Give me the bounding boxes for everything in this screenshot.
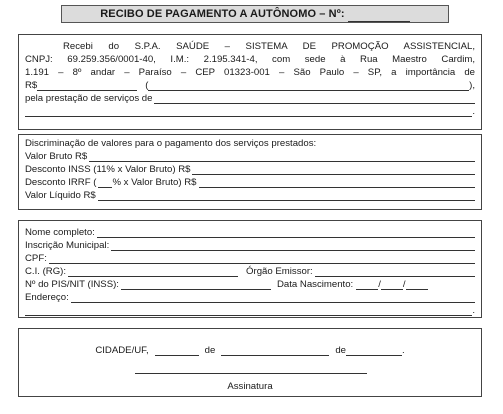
inss-discount-label: Desconto INSS (11% x Valor Bruto) R$ [25, 164, 191, 175]
pis-field[interactable] [121, 280, 271, 290]
net-value-label: Valor Líquido R$ [25, 190, 96, 201]
month-field[interactable] [221, 346, 329, 356]
full-name-row [25, 225, 475, 238]
amount-in-words-field[interactable] [148, 81, 469, 91]
net-value-field[interactable] [98, 191, 475, 201]
rg-row [25, 264, 475, 277]
address-field[interactable] [71, 293, 475, 303]
city-label: CIDADE/UF, [95, 345, 149, 356]
amount-field[interactable] [37, 81, 137, 91]
irrf-discount-row [25, 175, 475, 188]
signature-box [18, 328, 482, 397]
end-period: . [472, 106, 475, 117]
currency-label: R$ [25, 80, 38, 91]
pis-row [25, 277, 475, 290]
signature-line[interactable] [135, 373, 367, 374]
address-row-2 [25, 303, 475, 316]
issuer-field[interactable] [315, 267, 475, 277]
irrf-label-prefix: Desconto IRRF ( [25, 177, 97, 188]
irrf-percent-field[interactable] [98, 178, 112, 188]
municipal-reg-label: Inscrição Municipal: [25, 240, 110, 251]
birth-sep-1: / [378, 279, 381, 290]
municipal-reg-row [25, 238, 475, 251]
receipt-statement-box [18, 34, 482, 130]
gross-value-label: Valor Bruto R$ [25, 151, 88, 162]
receipt-title: RECIBO DE PAGAMENTO A AUTÔNOMO – Nº: [100, 8, 345, 20]
paren-open: ( [145, 80, 149, 91]
address-end-period: . [472, 305, 475, 316]
birth-day-field[interactable] [356, 280, 378, 290]
year-field[interactable] [346, 346, 402, 356]
gross-value-row [25, 149, 475, 162]
birth-month-field[interactable] [381, 280, 403, 290]
services-label: pela prestação de serviços de [25, 93, 153, 104]
birth-sep-2: / [402, 279, 406, 290]
amount-line [25, 78, 475, 91]
values-heading: Discriminação de valores para o pagamento dos serviços prestados: [25, 138, 317, 149]
address-label: Endereço: [25, 292, 69, 303]
pis-label: Nº do PIS/NIT (INSS): [25, 279, 119, 290]
rg-label: C.I. (RG): [25, 266, 67, 277]
de-label-1: de [204, 345, 216, 356]
address-row [25, 290, 475, 303]
receipt-number-field[interactable] [348, 13, 410, 22]
rg-field[interactable] [68, 267, 238, 277]
city-date-row [25, 343, 475, 356]
full-name-label: Nome completo: [25, 227, 95, 238]
services-field[interactable] [154, 94, 475, 104]
net-value-row [25, 188, 475, 201]
birth-label: Data Nascimento: [276, 279, 354, 290]
paren-close: ), [469, 80, 475, 91]
birth-year-field[interactable] [406, 280, 428, 290]
services-field-2[interactable] [25, 107, 472, 117]
receipt-title-bar [61, 5, 449, 23]
irrf-label-suffix: % x Valor Bruto) R$ [112, 177, 197, 188]
address-field-2[interactable] [25, 306, 472, 316]
statement-line-2: CNPJ: 69.259.356/0001-40, I.M.: 2.195.341-4, com sede à Rua Maestro Cardim, [25, 54, 475, 65]
inss-discount-field[interactable] [192, 165, 475, 175]
services-line [25, 91, 475, 104]
issuer-label: Órgão Emissor: [246, 266, 313, 277]
municipal-reg-field[interactable] [111, 241, 475, 251]
values-box [18, 134, 482, 210]
full-name-field[interactable] [97, 228, 475, 238]
cpf-field[interactable] [49, 254, 475, 264]
statement-line-1: Recebi do S.P.A. SAÚDE – SISTEMA DE PROMOÇÃO ASSISTENCIAL, [63, 41, 475, 52]
inss-discount-row [25, 162, 475, 175]
signature-caption: Assinatura [227, 381, 273, 392]
gross-value-field[interactable] [89, 152, 475, 162]
statement-line-3: 1.191 – 8º andar – Paraíso – CEP 01323-001 – São Paulo – SP, a importância de [25, 67, 475, 78]
irrf-discount-field[interactable] [199, 178, 475, 188]
city-end-period: . [401, 345, 405, 356]
cpf-row [25, 251, 475, 264]
services-line-2 [25, 104, 475, 117]
day-field[interactable] [155, 346, 199, 356]
personal-data-box [18, 220, 482, 318]
de-label-2: de [335, 345, 346, 356]
cpf-label: CPF: [25, 253, 47, 264]
